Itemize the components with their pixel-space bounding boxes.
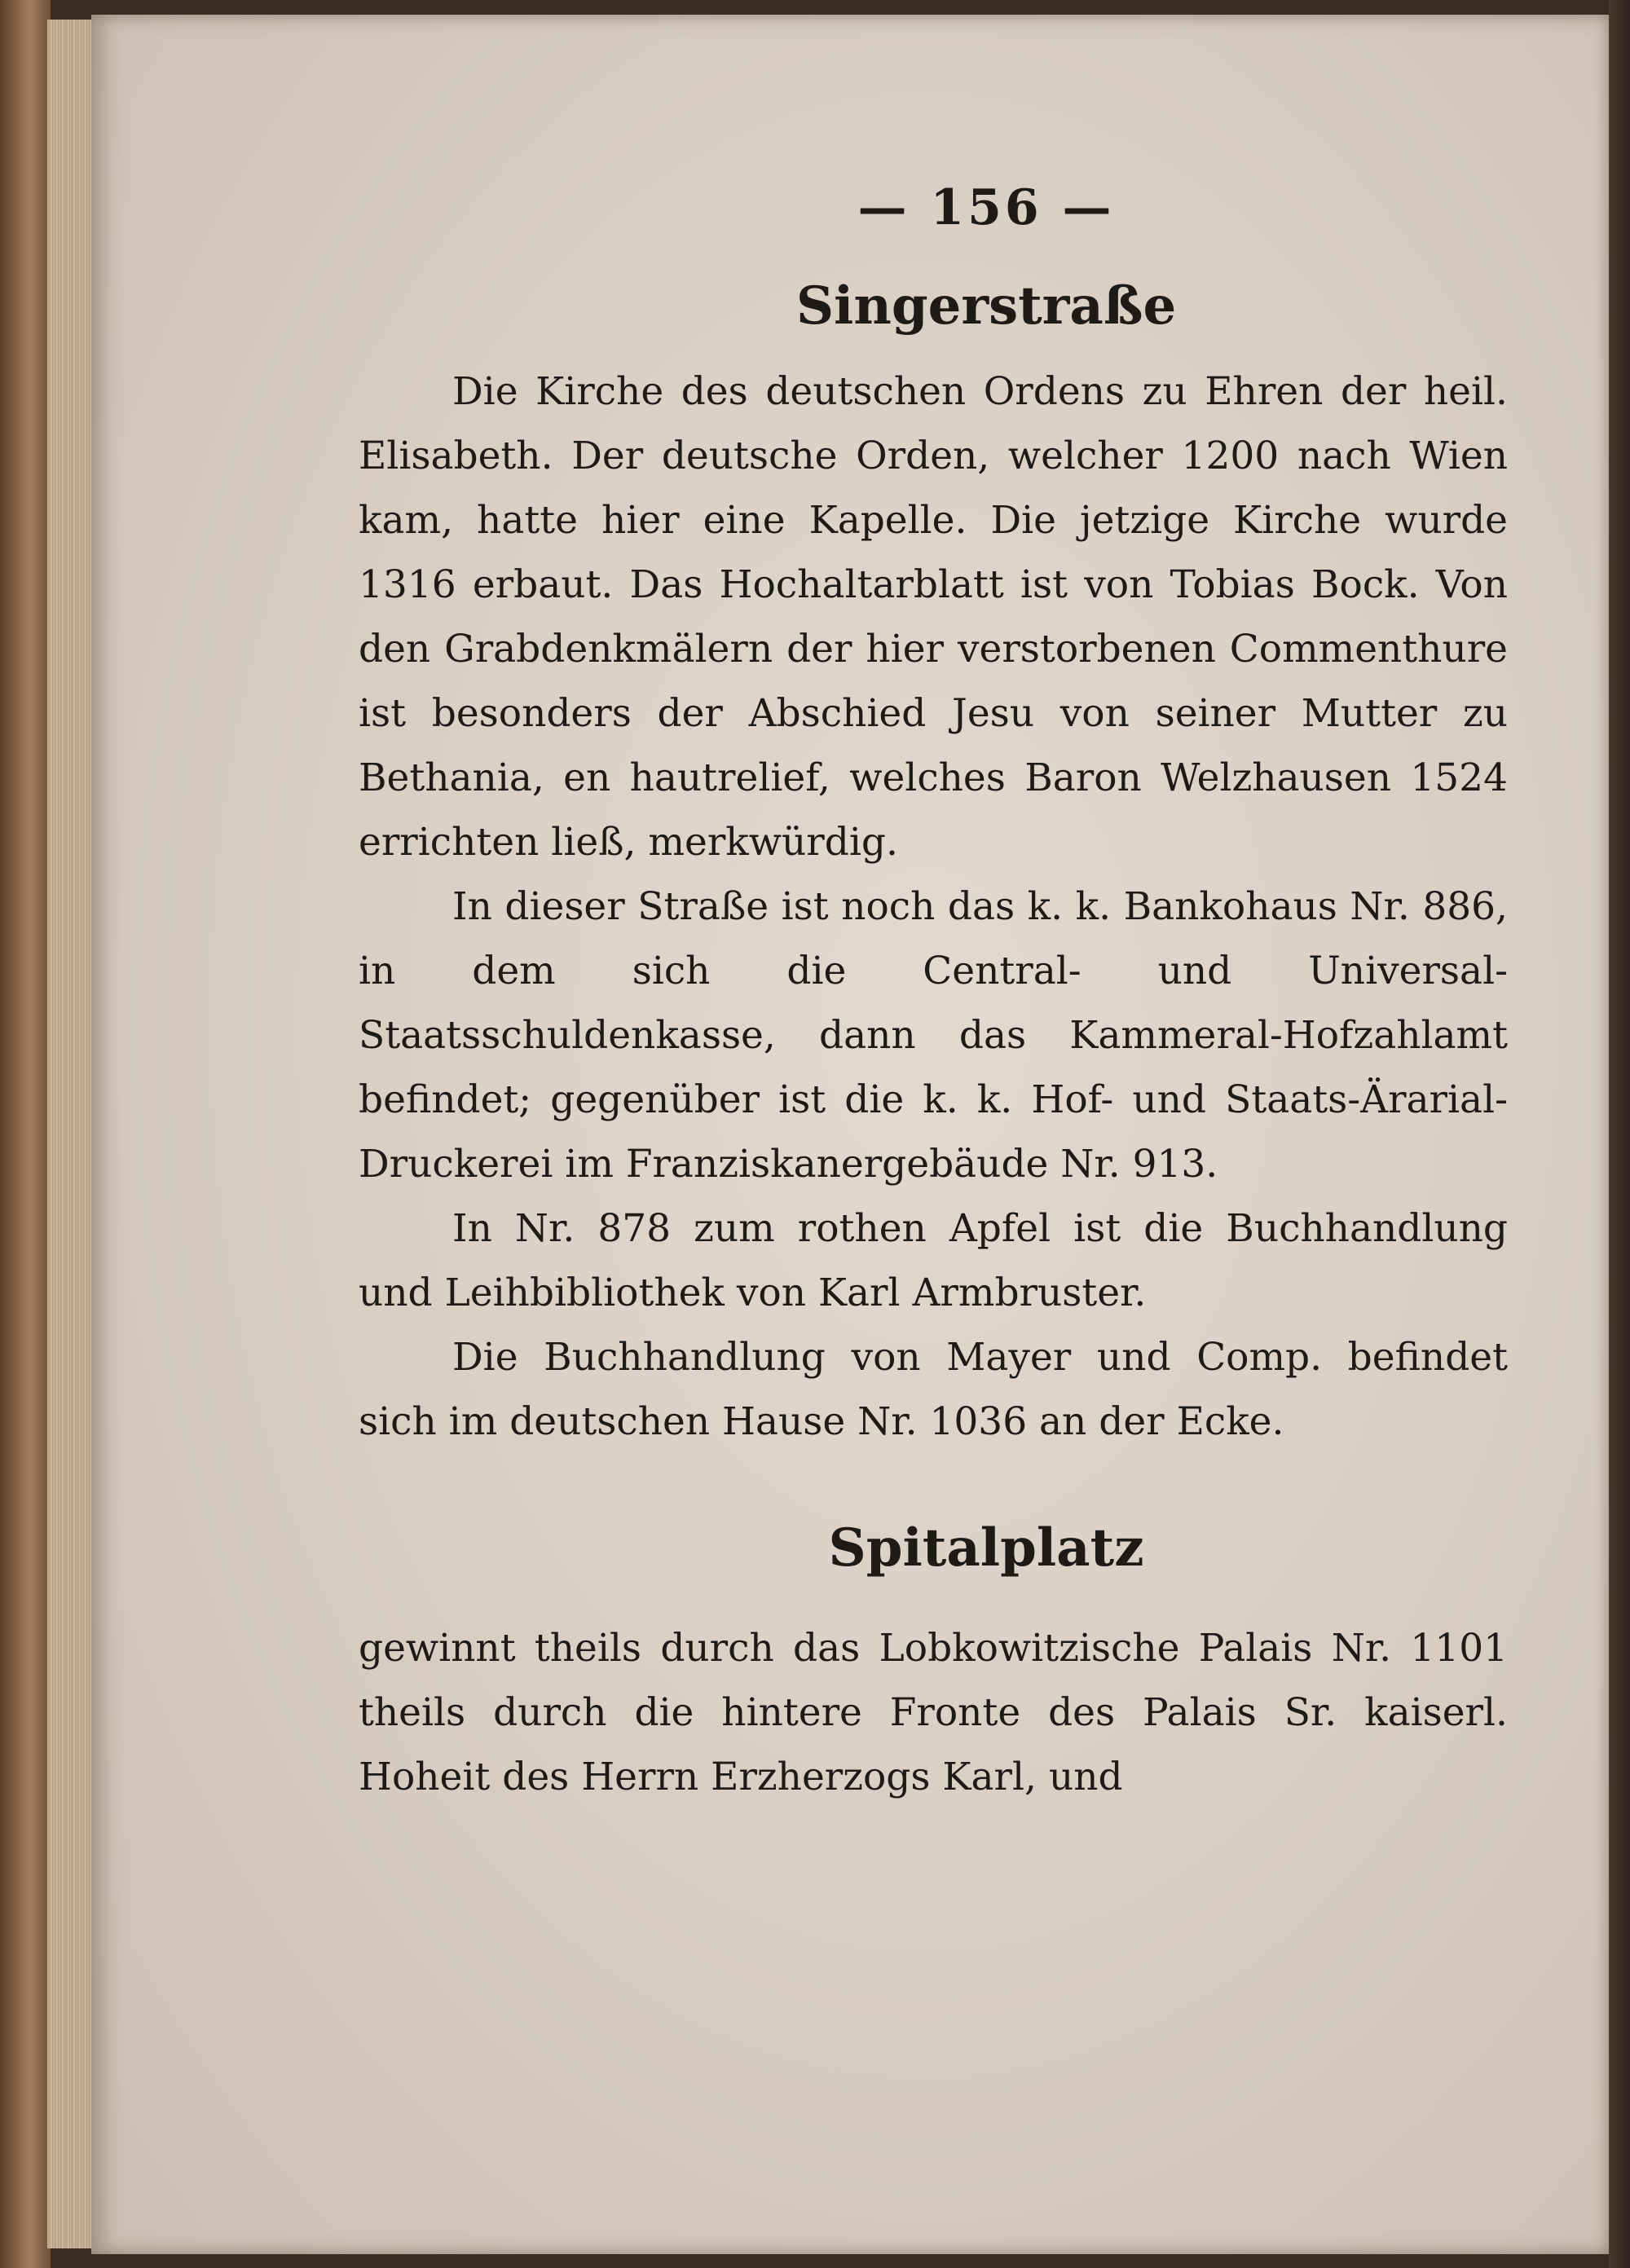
page-edges [47,20,93,2248]
text-block [359,179,1508,1809]
page-number: — 156 — [857,179,1115,236]
scan-border [1609,0,1630,2268]
paragraph: Die Buchhandlung von Mayer und Comp. befindet sich im deutschen Hause Nr. 1036 an der Ecke. [359,1335,1508,1444]
section-heading-singerstrasse: Singerstraße [795,275,1177,337]
book-spine [0,0,51,2268]
paragraph: In dieser Straße ist noch das k. k. Bankohaus Nr. 886, in dem sich die Central- und Universal-Staatsschuldenkasse, dann das Kammeral-Hofzahlamt befindet; gegenüber ist die k. k. Hof- und Staats-Ärarial-Druckerei im Franziskanergebäude Nr. 913. [359,884,1508,1187]
paragraph: In Nr. 878 zum rothen Apfel ist die Buchhandlung und Leihbibliothek von Karl Armbruster. [359,1206,1508,1315]
paragraph: Die Kirche des deutschen Ordens zu Ehren der heil. Elisabeth. Der deutsche Orden, welcher 1200 nach Wien kam, hatte hier eine Kapelle. Die jetzige Kirche wurde 1316 erbaut. Das Hochaltarblatt ist von Tobias Bock. Von den Grabdenkmälern der hier verstorbenen Commenthure ist besonders der Abschied Jesu von seiner Mutter zu Bethania, en hautrelief, welches Baron Welzhausen 1524 errichten ließ, merkwürdig. [359,369,1508,865]
section-heading-spitalplatz: Spitalplatz [828,1517,1144,1579]
paragraph: gewinnt theils durch das Lobkowitzische Palais Nr. 1101 theils durch die hintere Fronte des Palais Sr. kaiserl. Hoheit des Herrn Erzherzogs Karl, und [359,1626,1508,1799]
